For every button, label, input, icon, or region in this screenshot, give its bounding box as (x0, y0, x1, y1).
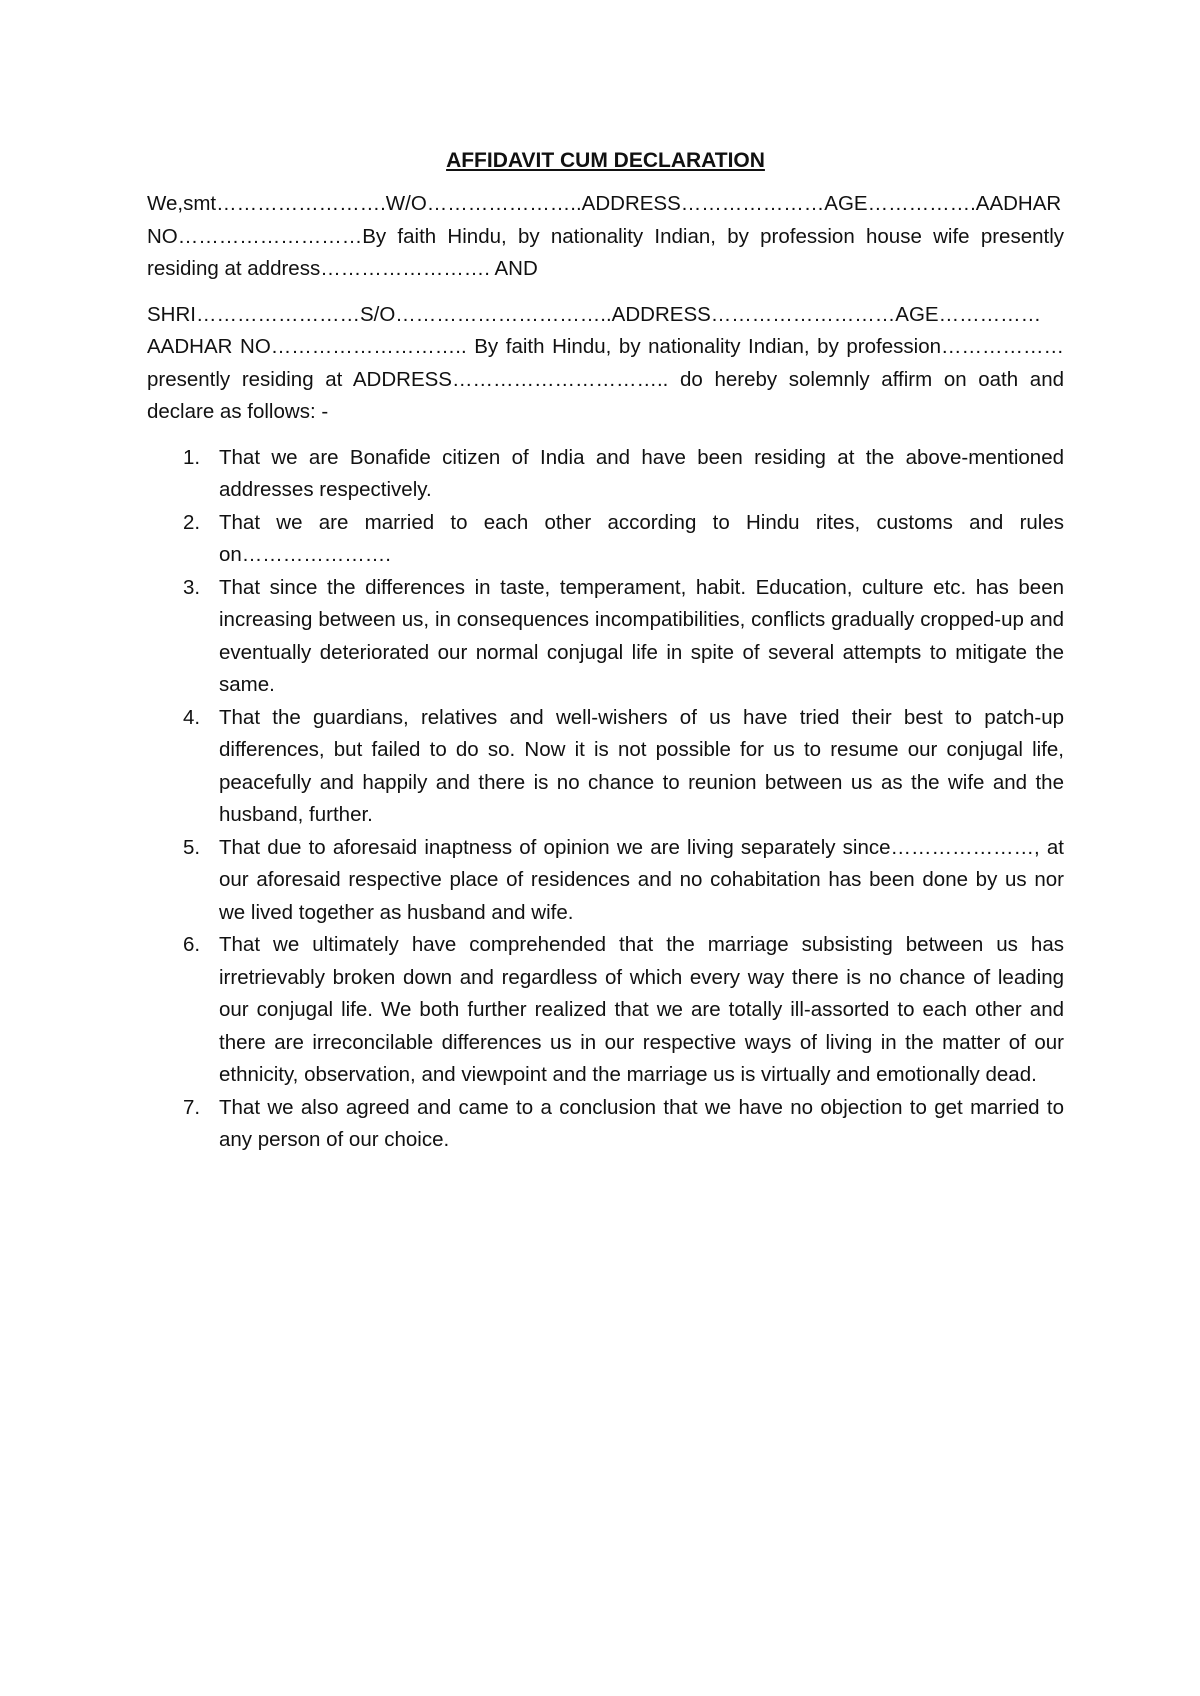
list-item (147, 1092, 1064, 1157)
list-item (147, 832, 1064, 930)
list-item-number: 6. (183, 933, 201, 956)
list-item (147, 507, 1064, 572)
list-item-text: That we are married to each other according to Hindu rites, customs and rules on…………………. (219, 510, 1064, 566)
list-item-text: That the guardians, relatives and well-wishers of us have tried their best to patch-up differences, but failed to do so. Now it is not possible for us to resume our conjugal life, peacefully and happily and there is no chance to reunion between us as the wife and the husband, further. (219, 705, 1064, 826)
declarant-wife-paragraph: We,smt…………………….W/O…………………..ADDRESS…………………AGE…………….AADHAR NO………………………By faith Hindu, by nationality Indian, by profession house wife presently residing at address……………………. AND (147, 192, 1064, 280)
document-page (147, 146, 1064, 1157)
list-item-text: That we ultimately have comprehended that the marriage subsisting between us has irretrievably broken down and regardless of which every way there is no chance of leading our conjugal life. We both further realized that we are totally ill-assorted to each other and there are irreconcilable differences us in our respective ways of living in the matter of our ethnicity, observation, and viewpoint and the marriage us is virtually and emotionally dead. (219, 933, 1064, 1086)
list-item-number: 7. (183, 1095, 201, 1119)
list-item-number: 3. (183, 575, 201, 599)
list-item-text: That we are Bonafide citizen of India and have been residing at the above-mentioned addresses respectively. (219, 445, 1064, 501)
list-item-number: 2. (183, 510, 201, 534)
declarant-husband-paragraph: SHRI……………………S/O…………………………..ADDRESS………………………AGE……………AADHAR NO……………………….. By faith Hindu, by nationality Indian, by profession……………… presently residing at ADDRESS………………………….. do hereby solemnly affirm on oath and declare as follows: - (147, 302, 1064, 423)
list-item (147, 572, 1064, 702)
list-item (147, 929, 1064, 1092)
list-item-number: 5. (183, 835, 201, 859)
list-item-text: That we also agreed and came to a conclusion that we have no objection to get married to any person of our choice. (219, 1095, 1064, 1151)
list-item-text: That due to aforesaid inaptness of opinion we are living separately since…………………, at our aforesaid respective place of residences and no cohabitation has been done by us nor we lived together as husband and wife. (219, 835, 1064, 924)
list-item (147, 702, 1064, 832)
list-item-text: That since the differences in taste, temperament, habit. Education, culture etc. has been increasing between us, in consequences incompatibilities, conflicts gradually cropped-up and eventually deteriorated our normal conjugal life in spite of several attempts to mitigate the same. (219, 575, 1064, 696)
document-title: AFFIDAVIT CUM DECLARATION (446, 149, 765, 172)
list-item-number: 1. (183, 445, 201, 469)
list-item-number: 4. (183, 705, 201, 729)
declaration-points-list (147, 442, 1064, 1157)
list-item (147, 442, 1064, 507)
